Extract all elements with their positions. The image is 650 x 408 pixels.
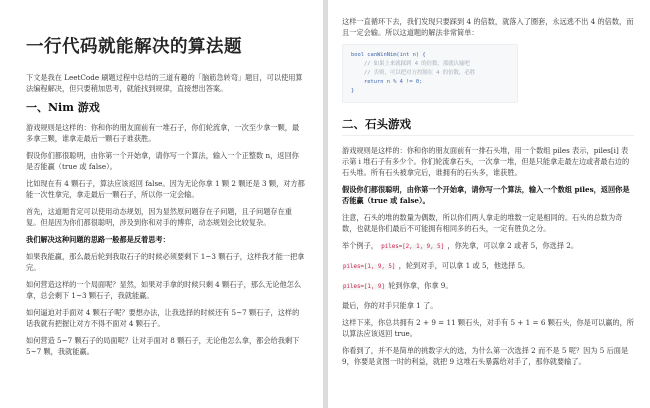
left-page xyxy=(0,0,323,408)
example-row xyxy=(342,280,634,293)
paragraph: 这样下来，你总共拥有 2 + 9 = 11 颗石头，对手有 5 + 1 = 6 颗石头，你是可以赢的，所以算法应该返回 true。 xyxy=(342,318,634,338)
example-label: 举个例子， xyxy=(342,241,378,250)
paragraph: 首先，这道题肯定可以使用动态规划，因为显然原问题存在子问题，且子问题存在重复。但是因为你们都很聪明，涉及到你和对手的博弈，动态规划会比较复杂。 xyxy=(26,207,292,227)
inline-code: piles=[2, 1, 9, 5] xyxy=(381,244,445,250)
right-page xyxy=(328,0,650,408)
paragraph: 如何营造这样的一个局面呢？显然，如果对手拿的时候只剩 4 颗石子，那么无论他怎么拿，总会剩下 1~3 颗石子，我就能赢。 xyxy=(26,280,302,300)
example-row xyxy=(342,260,634,273)
document-title: 一行代码就能解决的算法题 xyxy=(26,37,242,57)
example-text: ，你先拿，可以拿 2 或者 5，你选择 2。 xyxy=(447,241,579,250)
paragraph: 如何营造 5~7 颗石子的局面呢？让对手面对 8 颗石子，无论他怎么拿，都会给我剩下 5~7 颗，我就能赢。 xyxy=(26,336,300,356)
section-heading-stone: 二、石头游戏 xyxy=(342,117,634,136)
code-line: bool canWinNim(int n) { xyxy=(351,52,426,58)
code-line: } xyxy=(351,88,355,94)
code-block xyxy=(342,44,518,103)
paragraph: 你看到了，并不是简单的挑数字大的选，为什么第一次选择 2 而不是 5 呢？因为 5 后面是 9，你要是贪图一时的利益，就把 9 这堆石头暴露给对手了，那你就要输了。 xyxy=(342,346,629,366)
paragraph: 游戏规则是这样的：你和你的朋友面前有一排石头堆，用一个数组 piles 表示，piles[i] 表示第 i 堆石子有多少个。你们轮流拿石头，一次拿一堆，但是只能拿走最左边或者最右边的石头堆。所有石头被拿完后，谁拥有的石头多，谁获胜。 xyxy=(342,146,630,177)
paragraph: 如何逼迫对手面对 4 颗石子呢？要想办法，让我选择的时候还有 5~7 颗石子，这样的话我就有把握让对方不得不面对 4 颗石子。 xyxy=(26,308,300,328)
paragraph: 注意，石头的堆的数量为偶数，所以你们两人拿走的堆数一定是相同的。石头的总数为奇数，也就是你们最后不可能拥有相同多的石头，一定有胜负之分。 xyxy=(342,213,623,233)
code-line: return n % 4 != 0; xyxy=(351,79,423,85)
intro-paragraph: 下文是我在 LeetCode 刷题过程中总结的三道有趣的「脑筋急转弯」题目，可以使用算法编程解决，但只要稍加思考，就能找到规律，直接想出答案。 xyxy=(26,73,303,93)
inline-code: piles=[1, 9] xyxy=(343,284,385,290)
inline-code: piles=[1, 9, 5] xyxy=(343,264,396,270)
example-text: ，轮到对手，可以拿 1 或 5，他选择 5。 xyxy=(398,261,530,270)
code-comment: // 如果上来就踩到 4 的倍数，那就认输吧 xyxy=(351,61,470,67)
intro-paragraph: 这样一直循环下去，我们发现只要踩到 4 的倍数，就落入了圈套，永远逃不出 4 的倍数，而且一定会输。所以这道题的解法非常简单： xyxy=(342,17,634,37)
paragraph: 假设你们都很聪明，由你第一个开始拿，请你写一个算法，输入一个正整数 n，返回你是否能赢（true 或 false）。 xyxy=(26,151,299,171)
paragraph: 如果我能赢，那么最后轮到我取石子的时候必须要剩下 1~3 颗石子，这样我才能一把拿完。 xyxy=(26,252,305,272)
example-row xyxy=(342,240,634,253)
bold-paragraph: 假设你们都很聪明，由你第一个开始拿，请你写一个算法，输入一个数组 piles，返回你是否能赢（true 或 false）。 xyxy=(342,185,630,205)
section-heading-nim: 一、Nim 游戏 xyxy=(26,101,100,114)
bold-paragraph: 我们解决这种问题的思路一般都是反着思考： xyxy=(26,235,170,244)
paragraph: 游戏规则是这样的：你和你的朋友面前有一堆石子，你们轮流拿，一次至少拿一颗，最多拿三颗，谁拿走最后一颗石子谁获胜。 xyxy=(26,123,300,143)
paragraph: 最后，你的对手只能拿 1 了。 xyxy=(342,301,438,310)
example-text: 轮到你拿，你拿 9。 xyxy=(388,281,453,290)
paragraph: 比如现在有 4 颗石子，算法应该返回 false。因为无论你拿 1 颗 2 颗还是 3 颗，对方都能一次性拿完，拿走最后一颗石子，所以你一定会输。 xyxy=(26,179,305,199)
code-comment: // 否则，可以把对方控制在 4 的倍数，必胜 xyxy=(351,70,476,76)
